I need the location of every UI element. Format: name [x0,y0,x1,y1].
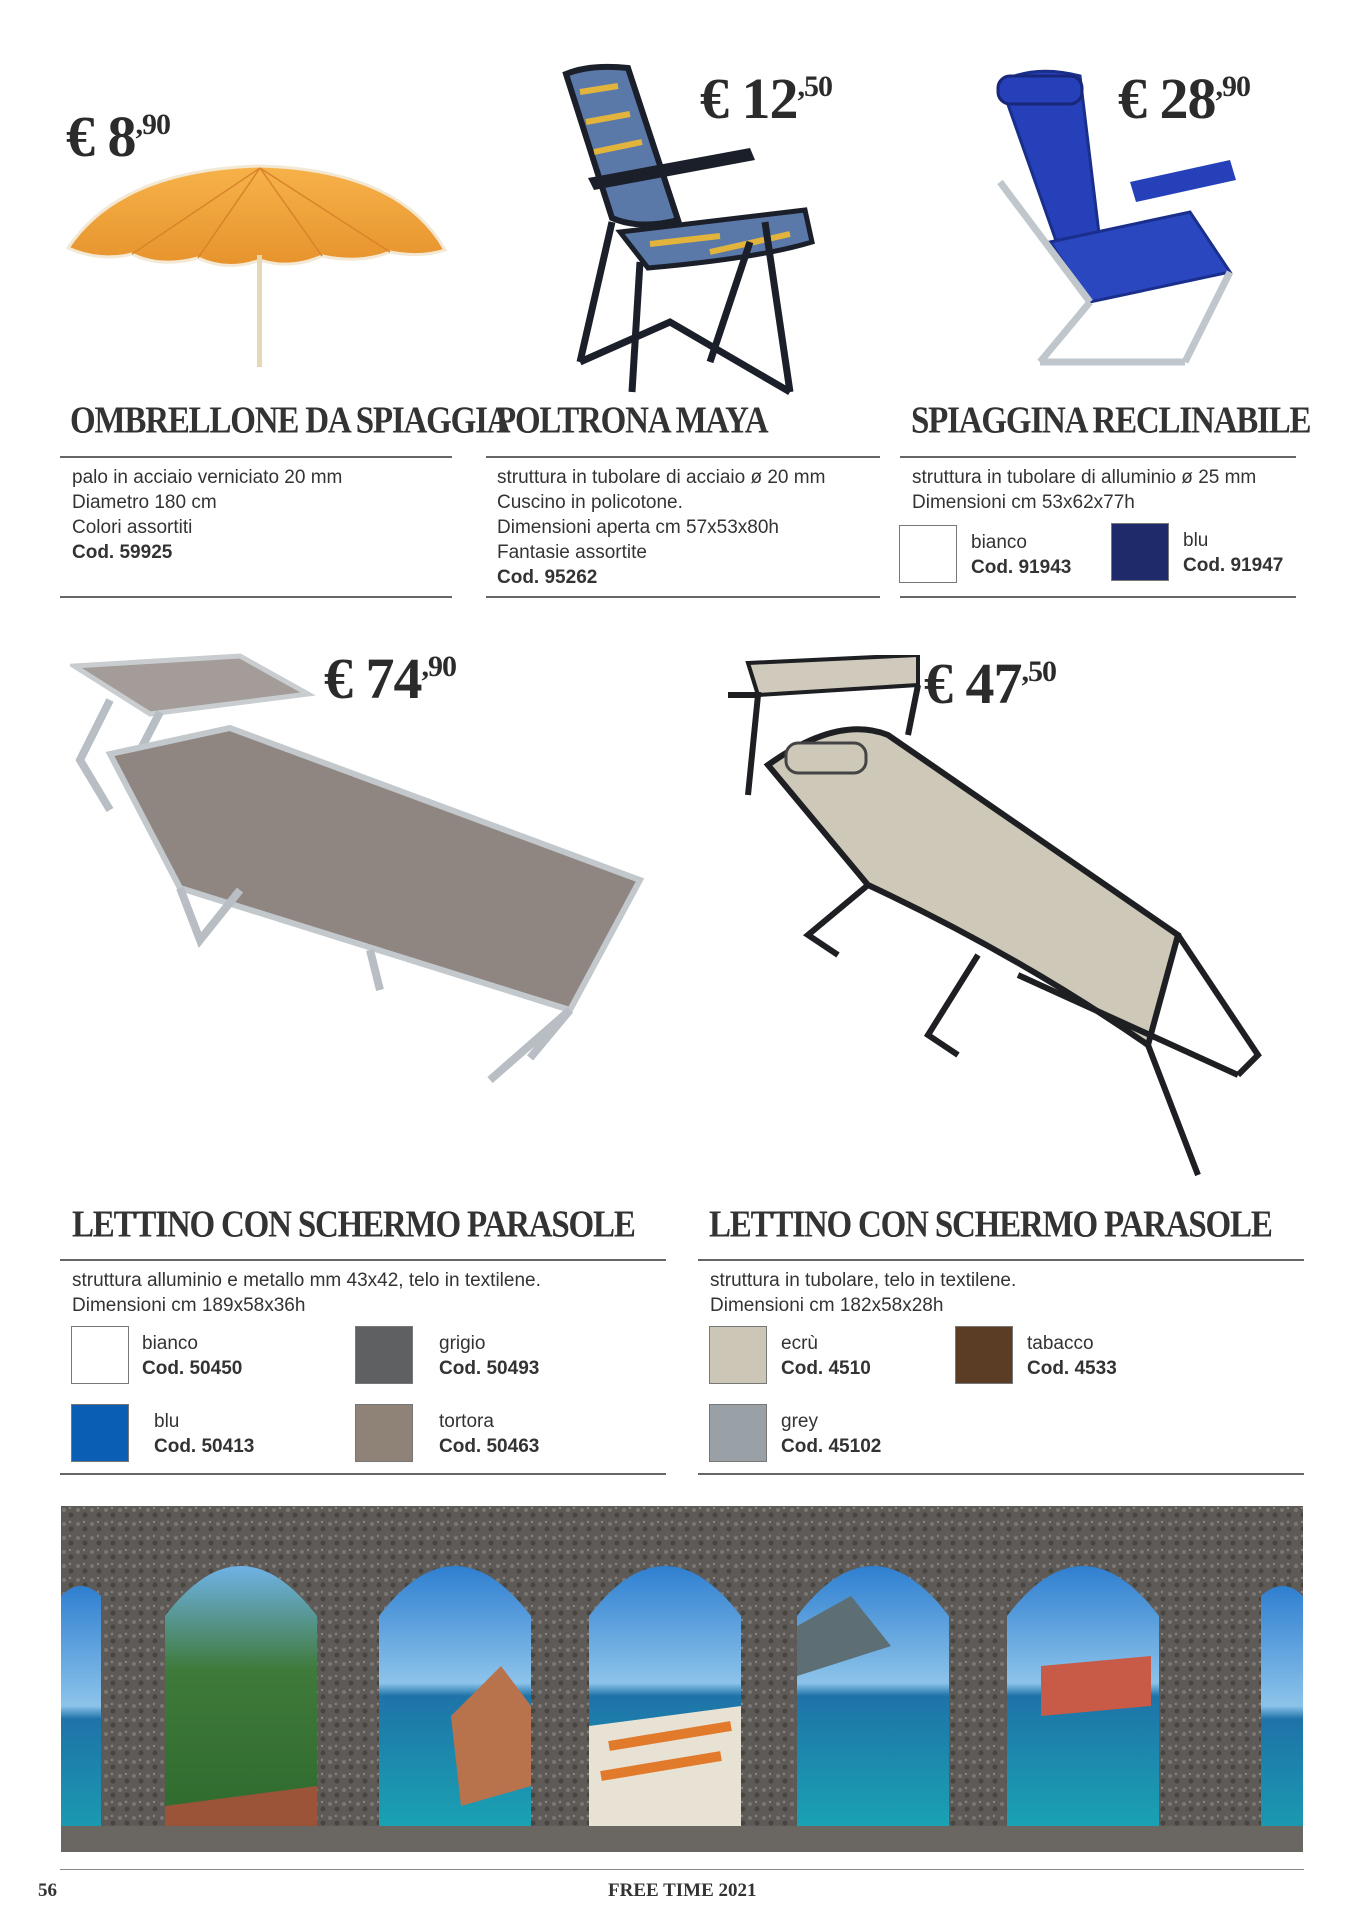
sunbed-aluminium-image [70,646,650,1090]
price-ombrellone: € $8^{,90}$ [66,104,170,169]
desc-line: Fantasie assortite [497,542,647,563]
swatch-bianco[interactable] [71,1326,129,1384]
swatch-grigio[interactable] [355,1326,413,1384]
rule-top-lettino-1 [60,1259,666,1261]
swatch-label-grigio [439,1331,539,1381]
swatch-code: Cod. 50463 [439,1436,540,1457]
desc-lettino-2 [710,1268,1016,1318]
swatch-grey[interactable] [709,1404,767,1462]
rule-top-spiaggina [900,456,1296,458]
swatch-label-blu [154,1409,254,1459]
swatch-tabacco[interactable] [955,1326,1013,1384]
swatch-code: Cod. 91947 [1183,555,1284,576]
title-ombrellone: OMBRELLONE DA SPIAGGIA [70,400,510,442]
swatch-code: Cod. 4533 [1027,1358,1117,1379]
swatch-code: Cod. 50493 [439,1358,540,1379]
swatch-label-ecru [781,1331,871,1381]
swatch-code: Cod. 45102 [781,1436,882,1457]
swatch-code: Cod. 4510 [781,1358,871,1379]
swatch-name: grigio [439,1333,486,1354]
price-poltrona: € $12^{,50}$ [700,66,832,131]
swatch-name: blu [1183,530,1209,551]
desc-line: struttura in tubolare di alluminio ø 25 mm [912,467,1257,488]
swatch-name: ecrù [781,1333,818,1354]
desc-line: Dimensioni cm 189x58x36h [72,1295,306,1316]
desc-line: struttura alluminio e metallo mm 43x42, telo in textilene. [72,1270,541,1291]
swatch-blu[interactable] [1111,523,1169,581]
rule-top-lettino-2 [698,1259,1304,1261]
desc-line: Dimensioni cm 53x62x77h [912,492,1135,513]
desc-line: Cuscino in policotone. [497,492,683,513]
sunbed-folding-image [718,651,1298,1195]
rule-top-ombrellone [60,456,452,458]
price-lettino-2: € $47^{,50}$ [924,651,1056,716]
beach-chair-image [940,62,1240,392]
rule-bottom-lettino-2 [698,1473,1304,1475]
rule-bottom-poltrona [486,596,880,598]
rule-bottom-lettino-1 [60,1473,666,1475]
catalog-name: FREE TIME 2021 [608,1880,757,1901]
desc-line: Colori assortiti [72,517,193,538]
swatch-label-tabacco [1027,1331,1117,1381]
swatch-label-grey [781,1409,881,1459]
swatch-label-blu [1183,528,1283,578]
product-code: Cod. 95262 [497,567,598,588]
swatch-name: tabacco [1027,1333,1094,1354]
title-lettino-1: LETTINO CON SCHERMO PARASOLE [72,1204,635,1246]
rule-bottom-spiaggina [900,596,1296,598]
desc-line: Dimensioni cm 182x58x28h [710,1295,944,1316]
rule-top-poltrona [486,456,880,458]
price-spiaggina: € $28^{,90}$ [1118,66,1250,131]
title-lettino-2: LETTINO CON SCHERMO PARASOLE [709,1204,1272,1246]
desc-line: struttura in tubolare, telo in textilene. [710,1270,1017,1291]
desc-ombrellone [72,465,342,565]
page-number: 56 [38,1880,57,1901]
swatch-label-tortora [439,1409,539,1459]
desc-line: palo in acciaio verniciato 20 mm [72,467,343,488]
swatch-ecru[interactable] [709,1326,767,1384]
swatch-blu[interactable] [71,1404,129,1462]
swatch-bianco[interactable] [899,525,957,583]
desc-lettino-1 [72,1268,541,1318]
desc-spiaggina [912,465,1256,515]
swatch-name: blu [154,1411,180,1432]
title-spiaggina: SPIAGGINA RECLINABILE [911,400,1311,442]
swatch-name: bianco [971,532,1027,553]
title-poltrona: POLTRONA MAYA [496,400,768,442]
arches-banner-image [61,1506,1303,1852]
footer-rule [60,1869,1304,1870]
swatch-code: Cod. 91943 [971,557,1072,578]
swatch-name: grey [781,1411,818,1432]
swatch-label-bianco [971,530,1071,580]
price-lettino-1: € $74^{,90}$ [324,646,456,711]
product-code: Cod. 59925 [72,542,173,563]
swatch-tortora[interactable] [355,1404,413,1462]
chair-maya-image [560,62,820,407]
swatch-code: Cod. 50450 [142,1358,243,1379]
desc-line: Diametro 180 cm [72,492,217,513]
desc-poltrona [497,465,825,590]
swatch-label-bianco [142,1331,242,1381]
desc-line: struttura in tubolare di acciaio ø 20 mm [497,467,826,488]
swatch-code: Cod. 50413 [154,1436,255,1457]
swatch-name: bianco [142,1333,198,1354]
swatch-name: tortora [439,1411,494,1432]
desc-line: Dimensioni aperta cm 57x53x80h [497,517,779,538]
umbrella-image [60,160,450,370]
rule-bottom-ombrellone [60,596,452,598]
